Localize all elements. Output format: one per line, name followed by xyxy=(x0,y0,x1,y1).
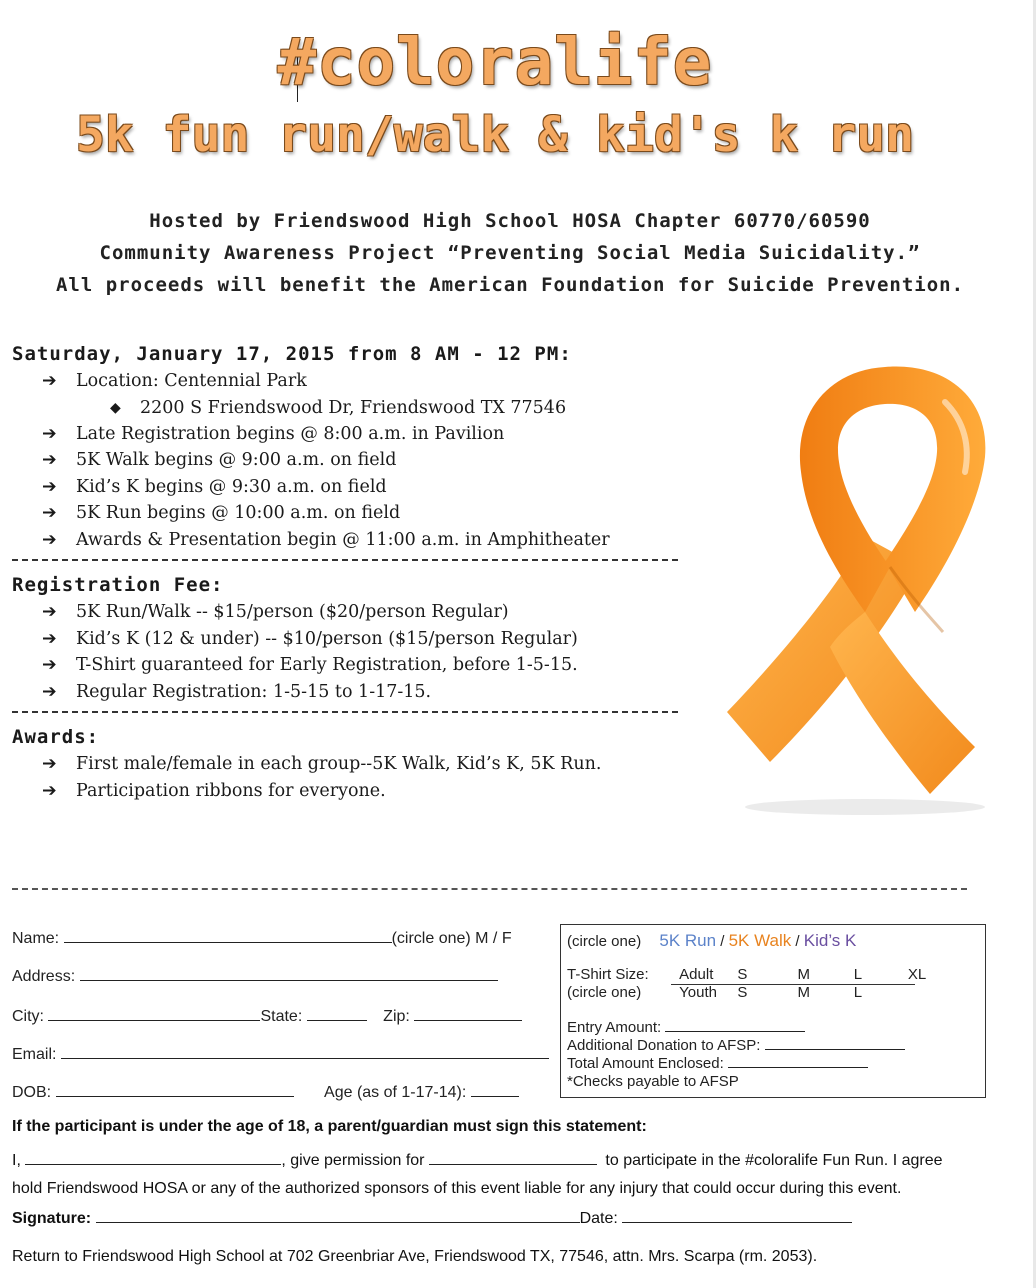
arrow-icon: ➔ xyxy=(42,681,57,702)
circle-one-label: (circle one) xyxy=(567,984,642,1001)
race-option-kids-k[interactable]: Kid’s K xyxy=(803,931,857,950)
tshirt-size-label: T-Shirt Size: xyxy=(567,966,649,983)
schedule-text: Kid’s K begins @ 9:30 a.m. on field xyxy=(76,476,387,497)
email-row xyxy=(12,1044,549,1064)
signature-field[interactable] xyxy=(96,1208,580,1223)
date-heading: Saturday, January 17, 2015 from 8 AM - 12 PM: xyxy=(12,343,572,365)
schedule-text: 5K Run begins @ 10:00 a.m. on field xyxy=(76,503,401,523)
participant-name-field[interactable] xyxy=(429,1150,597,1165)
schedule-text: 5K Walk begins @ 9:00 a.m. on field xyxy=(76,450,397,470)
award-item xyxy=(12,778,712,805)
liability-line: hold Friendswood HOSA or any of the authorized sponsors of this event liable for any injury that could occur during this event. xyxy=(12,1180,902,1197)
race-choice-row xyxy=(567,931,856,951)
address-row xyxy=(12,966,498,986)
location-item xyxy=(12,368,712,395)
dob-row xyxy=(12,1082,519,1102)
section-divider xyxy=(12,559,678,561)
age-field[interactable] xyxy=(471,1082,519,1097)
award-text: First male/female in each group--5K Walk, Kid’s K, 5K Run. xyxy=(76,754,602,774)
name-label: Name: xyxy=(12,930,60,947)
schedule-item xyxy=(12,500,712,527)
fee-item xyxy=(12,626,712,653)
entry-amount-label: Entry Amount: xyxy=(567,1019,662,1036)
checks-note: *Checks payable to AFSP xyxy=(567,1073,739,1090)
event-info xyxy=(12,340,712,804)
name-field[interactable] xyxy=(64,928,392,943)
race-option-5k-walk[interactable]: 5K Walk xyxy=(728,931,792,950)
email-field[interactable] xyxy=(61,1044,549,1059)
signature-row xyxy=(12,1208,1032,1228)
arrow-icon: ➔ xyxy=(42,602,57,622)
email-label: Email: xyxy=(12,1046,57,1063)
schedule-text: Late Registration begins @ 8:00 a.m. in Pavilion xyxy=(76,423,505,444)
awareness-ribbon-icon xyxy=(715,362,1005,822)
fee-item xyxy=(12,599,712,626)
i-label: I, xyxy=(12,1152,21,1169)
entry-amount-row xyxy=(567,1019,805,1036)
award-item xyxy=(12,751,712,778)
option-separator: / xyxy=(720,933,725,950)
host-line-2: Community Awareness Project “Preventing Social Media Suicidality.” xyxy=(99,242,921,264)
host-line-3: All proceeds will benefit the American Foundation for Suicide Prevention. xyxy=(55,274,965,296)
option-separator: / xyxy=(795,933,800,950)
arrow-icon: ➔ xyxy=(42,655,57,675)
adult-label: Adult xyxy=(679,966,714,983)
schedule-text: Awards & Presentation begin @ 11:00 a.m. in Amphitheater xyxy=(76,529,610,550)
arrow-icon: ➔ xyxy=(42,476,57,497)
awards-heading: Awards: xyxy=(12,726,100,748)
arrow-icon: ➔ xyxy=(42,423,57,444)
award-text: Participation ribbons for everyone. xyxy=(76,780,386,801)
tshirt-adult-row xyxy=(567,966,926,983)
schedule-item xyxy=(12,527,712,554)
address-field[interactable] xyxy=(80,966,498,981)
adult-size-s[interactable]: S xyxy=(737,966,748,983)
donation-field[interactable] xyxy=(765,1037,905,1050)
arrow-icon: ➔ xyxy=(42,529,57,550)
permission-line xyxy=(12,1150,1032,1170)
address-item xyxy=(12,395,712,421)
hashtag-title: #coloralife xyxy=(277,26,713,100)
schedule-item xyxy=(12,447,712,474)
total-field[interactable] xyxy=(728,1055,868,1068)
adult-size-xl[interactable]: XL xyxy=(907,966,927,983)
gender-label[interactable]: (circle one) M / F xyxy=(391,930,512,947)
youth-label: Youth xyxy=(679,984,717,1001)
state-field[interactable] xyxy=(307,1006,367,1021)
adult-size-m[interactable]: M xyxy=(797,966,811,983)
fee-heading: Registration Fee: xyxy=(12,574,224,596)
address-label: Address: xyxy=(12,968,76,985)
city-label: City: xyxy=(12,1008,44,1025)
arrow-icon: ➔ xyxy=(42,754,57,774)
schedule-item xyxy=(12,421,712,448)
arrow-icon: ➔ xyxy=(42,371,57,391)
schedule-item xyxy=(12,474,712,501)
total-row xyxy=(567,1055,868,1072)
adult-size-l[interactable]: L xyxy=(853,966,863,983)
signature-label: Signature: xyxy=(12,1210,92,1227)
zip-label: Zip: xyxy=(383,1008,410,1025)
arrow-icon: ➔ xyxy=(42,503,57,523)
event-title: 5k fun run/walk & kid's k run xyxy=(75,107,915,163)
youth-size-l[interactable]: L xyxy=(853,984,863,1001)
fee-item xyxy=(12,679,712,706)
give-permission-text: , give permission for xyxy=(281,1152,425,1169)
fee-text: Regular Registration: 1-5-15 to 1-17-15. xyxy=(76,681,432,702)
city-field[interactable] xyxy=(48,1006,260,1021)
entry-options-box xyxy=(560,924,986,1098)
arrow-icon: ➔ xyxy=(42,450,57,470)
host-statement xyxy=(0,205,1020,301)
tshirt-youth-row xyxy=(567,984,862,1001)
state-label: State: xyxy=(260,1008,303,1025)
fee-item xyxy=(12,652,712,679)
circle-one-label: (circle one) xyxy=(567,933,642,950)
participate-text: to participate in the #coloralife Fun Run. I agree xyxy=(605,1152,943,1169)
return-instructions: Return to Friendswood High School at 702 Greenbriar Ave, Friendswood TX, 77546, attn. Mrs. Scarpa (rm. 2053). xyxy=(12,1248,818,1265)
youth-size-m[interactable]: M xyxy=(797,984,811,1001)
host-line-1: Hosted by Friendswood High School HOSA Chapter 60770/60590 xyxy=(149,210,871,232)
age-label: Age (as of 1-17-14): xyxy=(324,1084,467,1101)
youth-size-s[interactable]: S xyxy=(737,984,748,1001)
section-divider xyxy=(12,711,678,713)
zip-field[interactable] xyxy=(414,1006,522,1021)
city-row xyxy=(12,1006,522,1026)
address-text: 2200 S Friendswood Dr, Friendswood TX 77546 xyxy=(140,397,567,418)
donation-label: Additional Donation to AFSP: xyxy=(567,1037,761,1054)
arrow-icon: ➔ xyxy=(42,780,57,801)
donation-row xyxy=(567,1037,905,1054)
diamond-bullet-icon: ◆ xyxy=(110,399,121,416)
fee-text: Kid’s K (12 & under) -- $10/person ($15/person Regular) xyxy=(76,628,578,649)
dob-field[interactable] xyxy=(56,1082,294,1097)
total-label: Total Amount Enclosed: xyxy=(567,1055,724,1072)
form-divider xyxy=(12,888,967,890)
arrow-icon: ➔ xyxy=(42,628,57,649)
fee-text: 5K Run/Walk -- $15/person ($20/person Regular) xyxy=(76,602,509,622)
fee-text: T-Shirt guaranteed for Early Registration, before 1-5-15. xyxy=(76,655,578,675)
entry-amount-field[interactable] xyxy=(665,1019,805,1032)
date-label: Date: xyxy=(579,1210,618,1227)
date-field[interactable] xyxy=(622,1208,852,1223)
guardian-name-field[interactable] xyxy=(25,1150,281,1165)
dob-label: DOB: xyxy=(12,1084,52,1101)
name-row xyxy=(12,928,512,948)
location-text: Location: Centennial Park xyxy=(76,371,307,391)
guardian-heading: If the participant is under the age of 18, a parent/guardian must sign this statement: xyxy=(12,1118,647,1135)
race-option-5k-run[interactable]: 5K Run xyxy=(659,931,717,950)
